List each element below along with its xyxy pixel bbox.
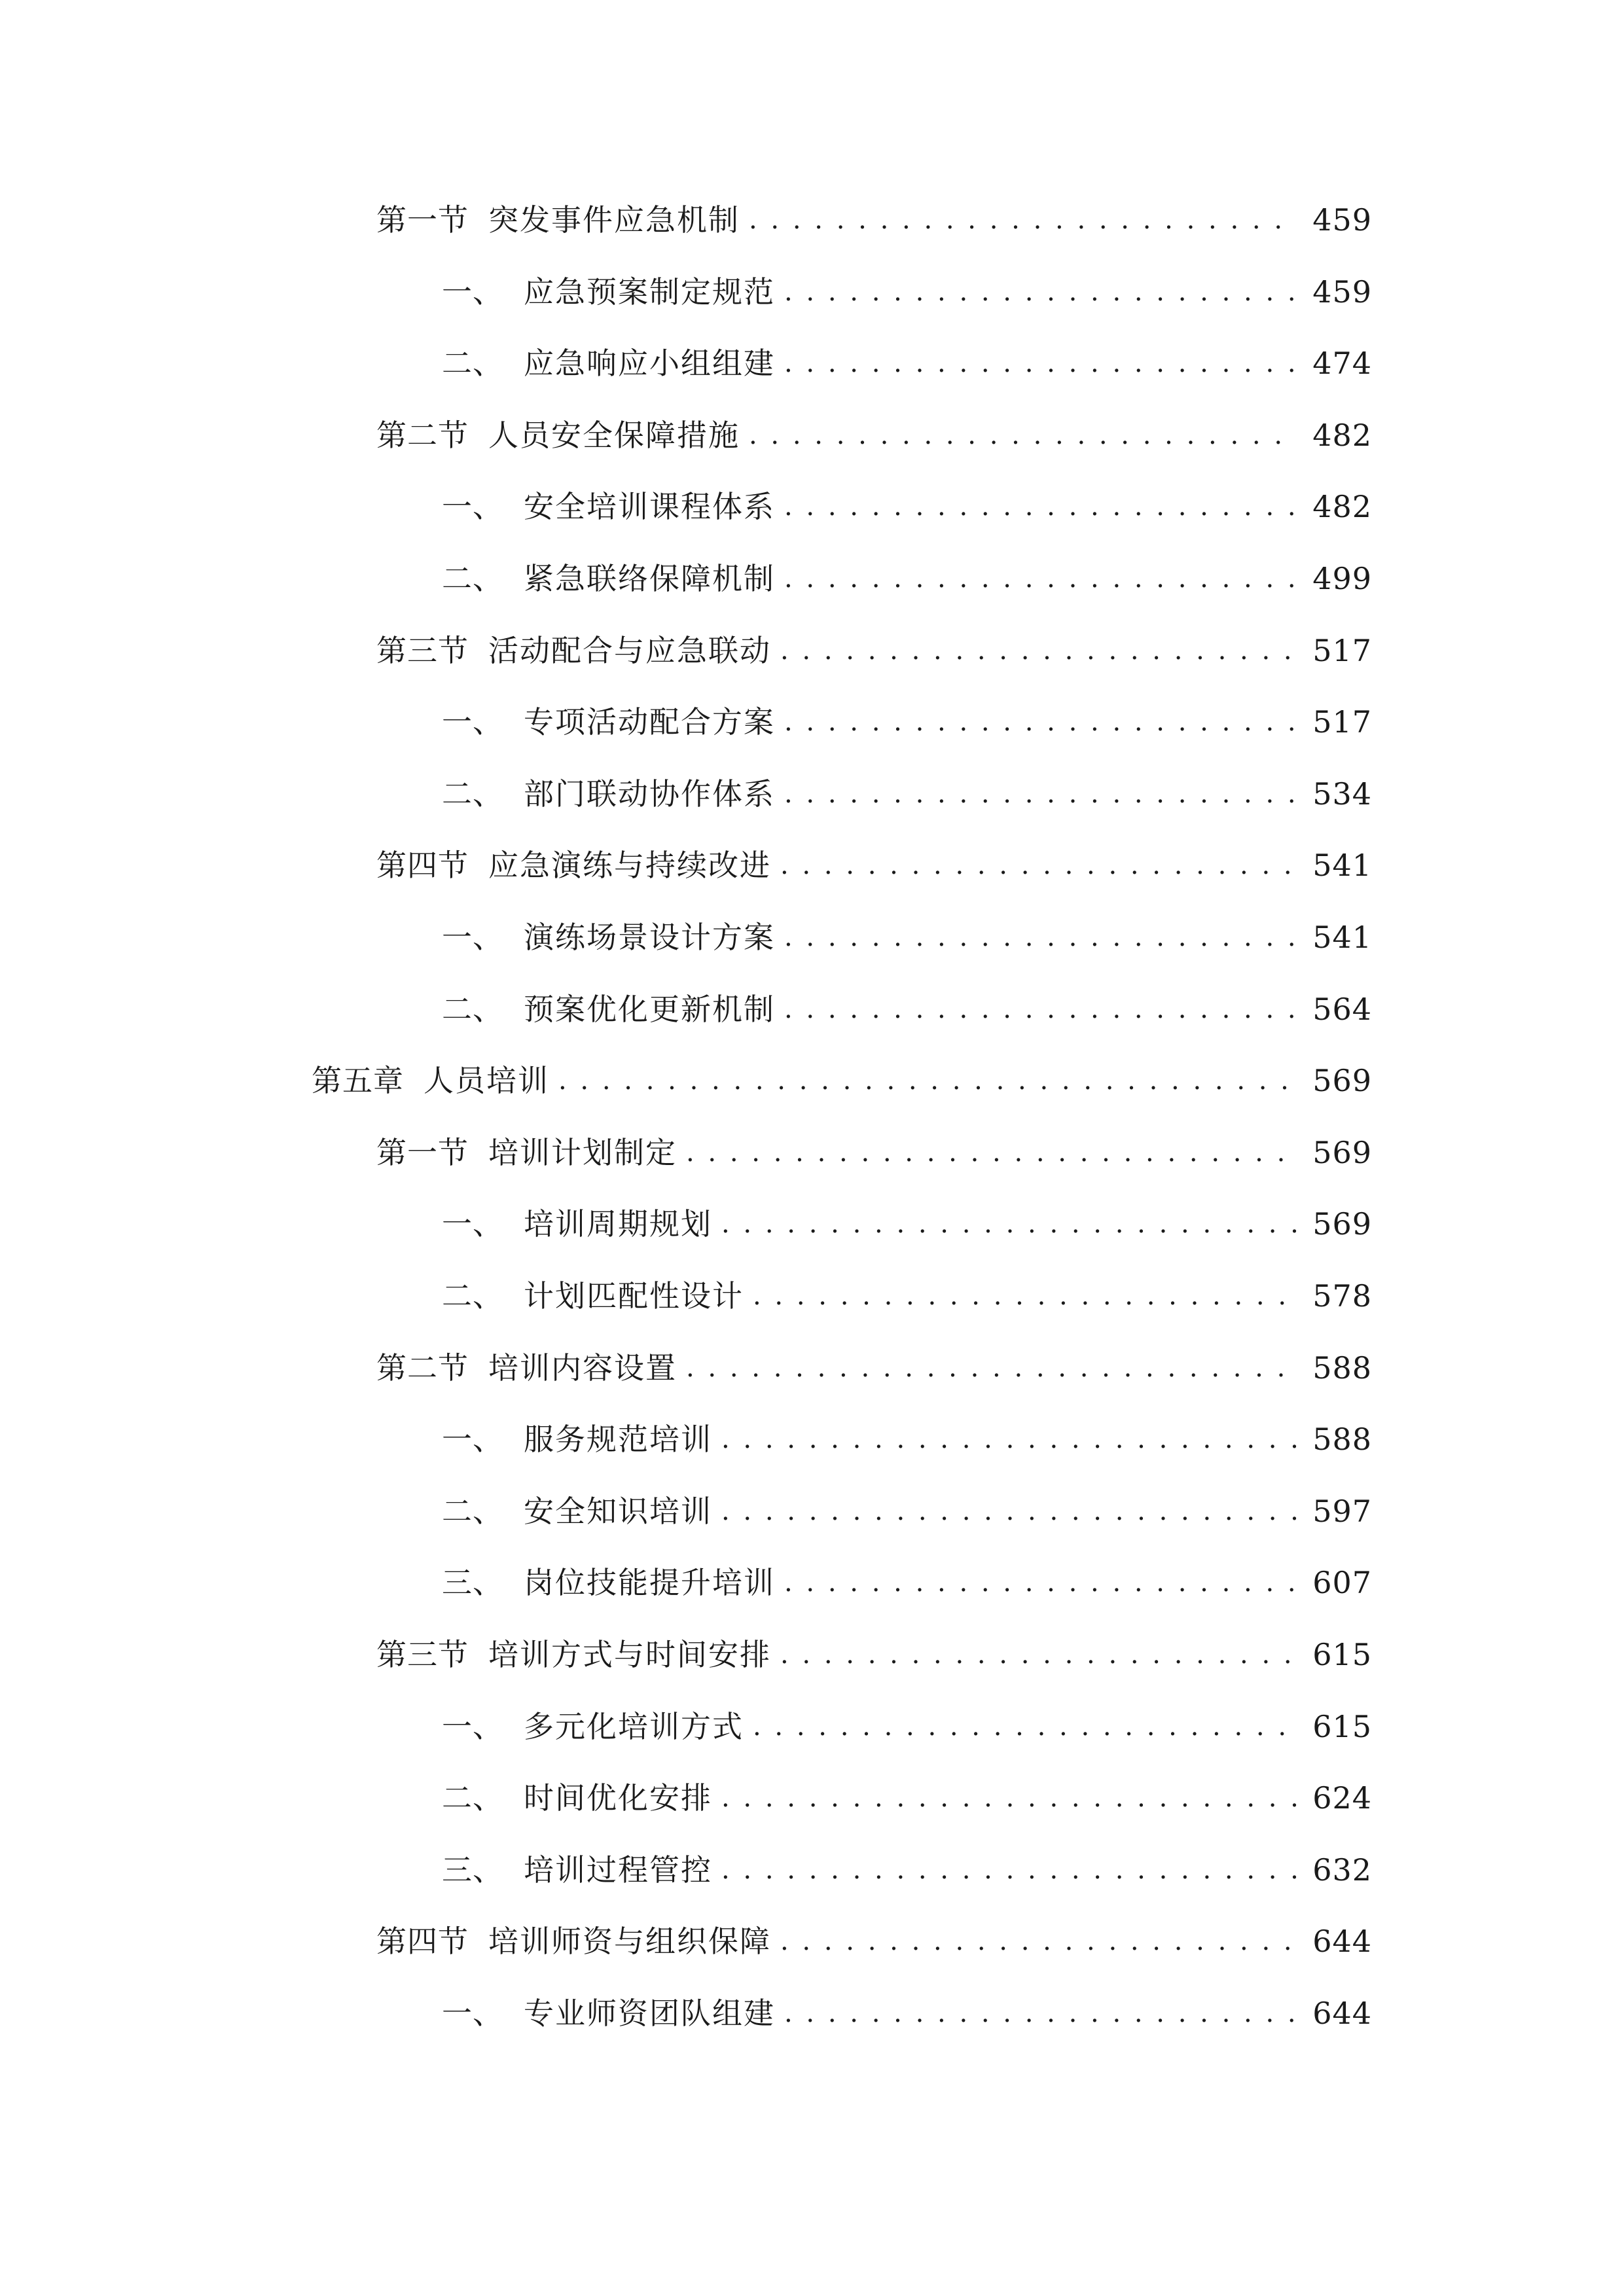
toc-dot-leader [784, 768, 1298, 820]
toc-entry-number: 二、 [442, 992, 503, 1027]
toc-dot-leader [784, 480, 1298, 533]
toc-entry-title: 安全培训课程体系 [524, 489, 775, 524]
toc-entry-title: 人员培训 [424, 1063, 549, 1098]
toc-entry-page-number: 499 [1312, 561, 1372, 596]
toc-dot-leader [721, 1413, 1298, 1465]
toc-dot-leader [784, 266, 1298, 318]
toc-entry-number: 一、 [442, 704, 503, 740]
toc-entry[interactable] [442, 1413, 1372, 1465]
toc-entry-title: 人员安全保障措施 [488, 418, 740, 453]
toc-entry-page-number: 534 [1312, 776, 1372, 812]
toc-entry-page-number: 459 [1312, 274, 1372, 310]
toc-entry-title: 应急预案制定规范 [524, 274, 775, 310]
toc-entry-number: 第四节 [376, 848, 469, 883]
toc-entry-page-number: 624 [1312, 1780, 1372, 1816]
toc-dot-leader [721, 1772, 1298, 1824]
toc-entry-number: 第一节 [376, 202, 469, 238]
toc-entry[interactable] [442, 1772, 1372, 1824]
toc-entry-number: 一、 [442, 1206, 503, 1242]
toc-entry-page-number: 517 [1312, 633, 1372, 668]
toc-entry-page-number: 482 [1312, 418, 1372, 453]
toc-entry-title: 部门联动协作体系 [524, 776, 775, 812]
toc-entry-number: 第四节 [376, 1924, 469, 1959]
toc-entry-page-number: 644 [1312, 1924, 1372, 1959]
toc-entry[interactable] [376, 839, 1372, 891]
toc-dot-leader [721, 1198, 1298, 1250]
toc-entry-number: 第二节 [376, 1350, 469, 1386]
toc-entry[interactable] [442, 480, 1372, 533]
toc-entry-page-number: 569 [1312, 1063, 1372, 1098]
toc-entry-page-number: 588 [1312, 1422, 1372, 1457]
toc-entry-page-number: 541 [1312, 848, 1372, 883]
toc-entry-page-number: 597 [1312, 1494, 1372, 1529]
toc-entry-page-number: 569 [1312, 1206, 1372, 1242]
toc-dot-leader [753, 1270, 1298, 1322]
toc-dot-leader [721, 1844, 1298, 1896]
toc-entry-number: 一、 [442, 1422, 503, 1457]
toc-entry-number: 三、 [442, 1565, 503, 1600]
toc-entry-number: 一、 [442, 489, 503, 524]
toc-entry-title: 安全知识培训 [524, 1494, 712, 1529]
toc-entry-number: 一、 [442, 920, 503, 955]
toc-entry[interactable] [442, 1844, 1372, 1896]
toc-entry[interactable] [376, 1126, 1372, 1179]
toc-entry-title: 专项活动配合方案 [524, 704, 775, 740]
toc-entry[interactable] [442, 266, 1372, 318]
toc-dot-leader [753, 1700, 1298, 1753]
toc-entry[interactable] [376, 1915, 1372, 1967]
toc-entry[interactable] [376, 1628, 1372, 1681]
toc-entry-number: 二、 [442, 346, 503, 381]
toc-dot-leader [784, 1556, 1298, 1609]
toc-dot-leader [784, 696, 1298, 748]
toc-entry[interactable] [442, 768, 1372, 820]
toc-dot-leader [558, 1054, 1298, 1107]
toc-entry[interactable] [442, 1700, 1372, 1753]
toc-entry-title: 专业师资团队组建 [524, 1996, 775, 2031]
toc-dot-leader [784, 1987, 1298, 2039]
toc-entry-number: 一、 [442, 1996, 503, 2031]
toc-entry-title: 培训过程管控 [524, 1852, 712, 1888]
toc-dot-leader [784, 911, 1298, 963]
toc-dot-leader [784, 983, 1298, 1035]
toc-entry[interactable] [442, 1485, 1372, 1537]
toc-entry[interactable] [442, 983, 1372, 1035]
toc-dot-leader [780, 1628, 1298, 1681]
toc-entry-title: 培训方式与时间安排 [488, 1637, 771, 1672]
toc-entry-page-number: 541 [1312, 920, 1372, 955]
toc-entry-title: 培训师资与组织保障 [488, 1924, 771, 1959]
toc-entry-page-number: 578 [1312, 1278, 1372, 1314]
toc-entry[interactable] [376, 1342, 1372, 1394]
toc-dot-leader [780, 839, 1298, 891]
toc-entry-page-number: 607 [1312, 1565, 1372, 1600]
toc-dot-leader [686, 1126, 1298, 1179]
toc-entry-page-number: 482 [1312, 489, 1372, 524]
toc-entry-title: 突发事件应急机制 [488, 202, 740, 238]
toc-entry-title: 应急响应小组组建 [524, 346, 775, 381]
toc-entry[interactable] [442, 1987, 1372, 2039]
toc-entry[interactable] [376, 624, 1372, 677]
toc-dot-leader [784, 337, 1298, 389]
toc-entry-page-number: 644 [1312, 1996, 1372, 2031]
toc-entry-number: 二、 [442, 776, 503, 812]
toc-entry[interactable] [376, 194, 1372, 246]
toc-entry-number: 第三节 [376, 633, 469, 668]
toc-entry-page-number: 517 [1312, 704, 1372, 740]
toc-entry-page-number: 474 [1312, 346, 1372, 381]
toc-entry-number: 第一节 [376, 1135, 469, 1170]
toc-entry-title: 紧急联络保障机制 [524, 561, 775, 596]
toc-dot-leader [780, 1915, 1298, 1967]
toc-entry-number: 三、 [442, 1852, 503, 1888]
toc-dot-leader [784, 552, 1298, 605]
toc-entry-number: 二、 [442, 1494, 503, 1529]
toc-entry-title: 预案优化更新机制 [524, 992, 775, 1027]
toc-entry[interactable] [442, 337, 1372, 389]
toc-dot-leader [749, 409, 1298, 461]
toc-entry-page-number: 615 [1312, 1709, 1372, 1744]
toc-entry[interactable] [376, 409, 1372, 461]
toc-entry-title: 应急演练与持续改进 [488, 848, 771, 883]
toc-entry-number: 第二节 [376, 418, 469, 453]
toc-entry-title: 活动配合与应急联动 [488, 633, 771, 668]
toc-entry-page-number: 632 [1312, 1852, 1372, 1888]
toc-entry-number: 一、 [442, 274, 503, 310]
toc-entry-page-number: 588 [1312, 1350, 1372, 1386]
toc-entry-page-number: 459 [1312, 202, 1372, 238]
toc-entry-title: 岗位技能提升培训 [524, 1565, 775, 1600]
toc-entry[interactable] [442, 1556, 1372, 1609]
toc-entry[interactable] [442, 696, 1372, 748]
toc-entry-number: 二、 [442, 561, 503, 596]
toc-entry-title: 服务规范培训 [524, 1422, 712, 1457]
toc-entry-page-number: 569 [1312, 1135, 1372, 1170]
toc-dot-leader [686, 1342, 1298, 1394]
toc-entry[interactable] [312, 1054, 1372, 1107]
toc-entry[interactable] [442, 1198, 1372, 1250]
toc-entry[interactable] [442, 911, 1372, 963]
toc-entry-title: 培训计划制定 [488, 1135, 677, 1170]
toc-entry-number: 二、 [442, 1780, 503, 1816]
toc-entry-title: 多元化培训方式 [524, 1709, 744, 1744]
toc-entry-number: 二、 [442, 1278, 503, 1314]
toc-entry-number: 第五章 [312, 1063, 404, 1098]
toc-entry-number: 一、 [442, 1709, 503, 1744]
toc-entry-page-number: 615 [1312, 1637, 1372, 1672]
toc-entry-title: 培训内容设置 [488, 1350, 677, 1386]
toc-entry-title: 计划匹配性设计 [524, 1278, 744, 1314]
toc-entry-title: 时间优化安排 [524, 1780, 712, 1816]
toc-entry-number: 第三节 [376, 1637, 469, 1672]
toc-dot-leader [780, 624, 1298, 677]
toc-dot-leader [749, 194, 1298, 246]
toc-entry-title: 培训周期规划 [524, 1206, 712, 1242]
toc-entry-page-number: 564 [1312, 992, 1372, 1027]
toc-entry[interactable] [442, 552, 1372, 605]
toc-entry-title: 演练场景设计方案 [524, 920, 775, 955]
toc-entry[interactable] [442, 1270, 1372, 1322]
toc-dot-leader [721, 1485, 1298, 1537]
